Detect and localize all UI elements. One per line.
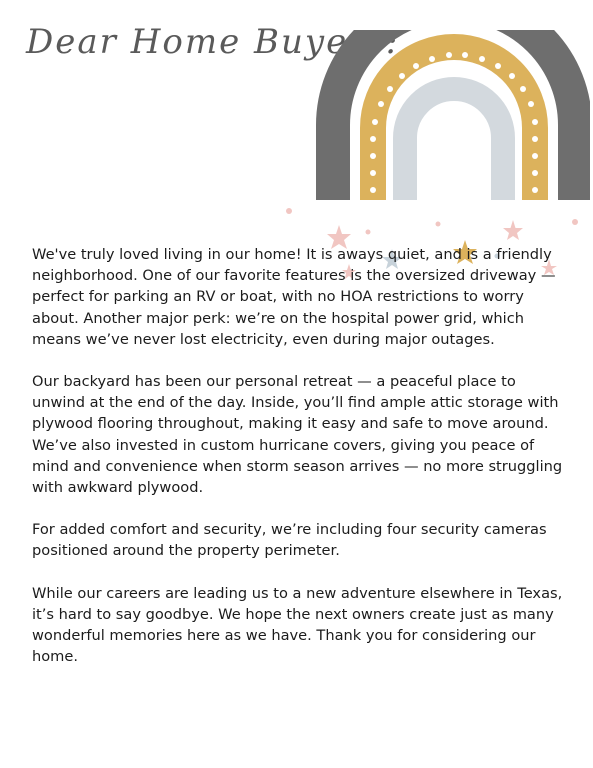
letter-paragraph: For added comfort and security, we’re including four security cameras positioned around the property perimeter. xyxy=(32,521,547,560)
letter-paragraph: While our careers are leading us to a new adventure elsewhere in Texas, it’s hard to say goodbye. We hope the next owners create just as many wonderful memories here as we have. Thank you for considering our home. xyxy=(32,584,563,666)
letter-paragraph: We've truly loved living in our home! It is aways quiet, and is a friendly neighborhood. One of our favorite features is the oversized driveway — perfect for parking an RV or boat, with no HOA restrictions to worry about. Another major perk: we’re on the hospital power grid, which means we’ve never lost electricity, even during major outages. xyxy=(32,246,556,348)
letter-heading: Dear Home Buyers: xyxy=(26,22,400,62)
letter-body xyxy=(32,244,567,688)
star-pink-2 xyxy=(503,220,523,240)
letter-paragraph: Our backyard has been our personal retreat — a peaceful place to unwind at the end of the day. Inside, you’ll find ample attic storage with plywood flooring throughout, making it easy and safe to move around. We’ve also invested in custom hurricane covers, giving you peace of mind and convenience when storm season arrives — no more struggling with awkward plywood. xyxy=(32,373,563,497)
rainbow-inner-arch xyxy=(405,89,503,200)
